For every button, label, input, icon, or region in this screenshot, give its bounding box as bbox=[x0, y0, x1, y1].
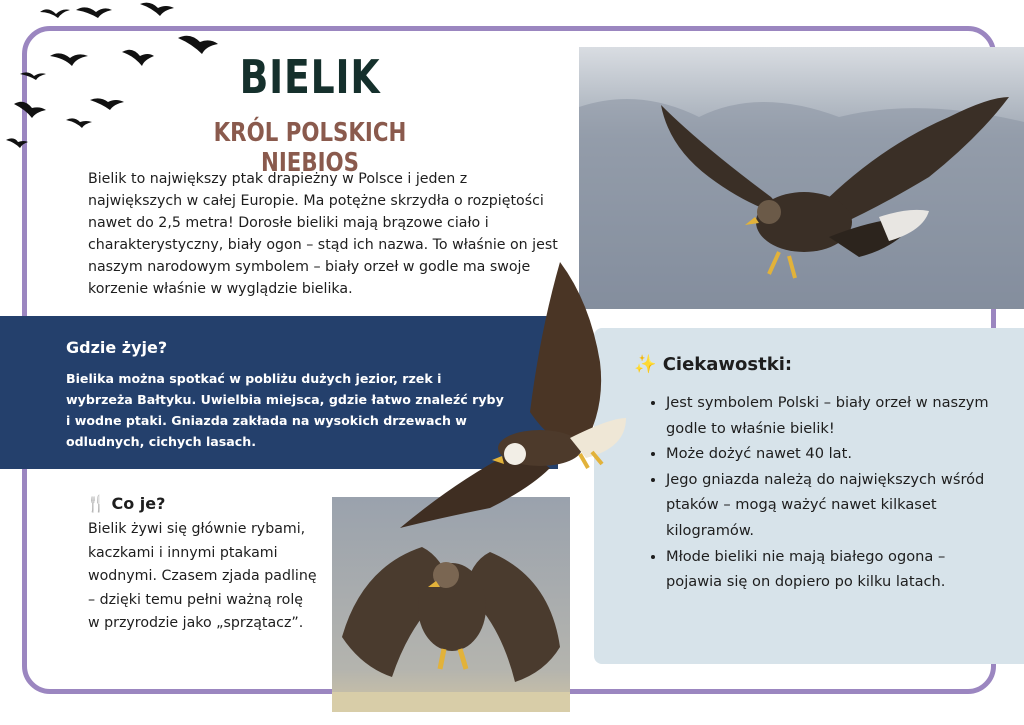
page-title: BIELIK bbox=[239, 50, 381, 104]
sparkles-icon: ✨ bbox=[634, 354, 657, 375]
fact-item: • Młode bieliki nie mają białego ogona – pojawia się on dopiero po kilku latach. bbox=[666, 544, 1006, 595]
diet-heading: 🍴 Co je? bbox=[86, 494, 166, 513]
facts-section bbox=[594, 328, 1024, 664]
fork-knife-icon: 🍴 bbox=[86, 494, 106, 513]
eagle-photo-flying bbox=[579, 47, 1024, 309]
facts-heading: ✨ Ciekawostki: bbox=[634, 354, 793, 375]
fact-item: • Jego gniazda należą do największych wśród ptaków – mogą ważyć nawet kilkaset kilogramów. bbox=[666, 467, 1006, 544]
habitat-heading: Gdzie żyje? bbox=[66, 338, 168, 357]
fact-item: • Jest symbolem Polski – biały orzeł w naszym godle to właśnie bielik! bbox=[666, 390, 1006, 441]
facts-list bbox=[642, 390, 1006, 595]
eagle-flying-cutout bbox=[390, 258, 640, 538]
diet-text: Bielik żywi się głównie rybami, kaczkami i innymi ptakami wodnymi. Czasem zjada padlinę – dzięki temu pełni ważną rolę w przyrodzie jako „sprzątacz”. bbox=[88, 521, 317, 632]
page-subtitle: KRÓL POLSKICH NIEBIOS bbox=[213, 118, 407, 178]
intro-paragraph: Bielik to największy ptak drapieżny w Polsce i jeden z największych w całej Europie. Ma potężne skrzydła o rozpiętości nawet do 2,5 metra! Dorosłe bieliki mają brązowe ciało i charakterystyczny, biały ogon – stąd ich nazwa. To właśnie on jest naszym narodowym symbolem – biały orzeł w godle ma swoje korzenie właśnie w wyglądzie bielika. bbox=[88, 171, 558, 297]
fact-item: • Może dożyć nawet 40 lat. bbox=[666, 441, 1006, 467]
habitat-text: Bielika można spotkać w pobliżu dużych jezior, rzek i wybrzeża Bałtyku. Uwielbia miejsca, gdzie łatwo znaleźć ryby i wodne ptaki. Gniazda zakłada na wysokich drzewach w odludnych, cichych lasach. bbox=[66, 371, 504, 449]
